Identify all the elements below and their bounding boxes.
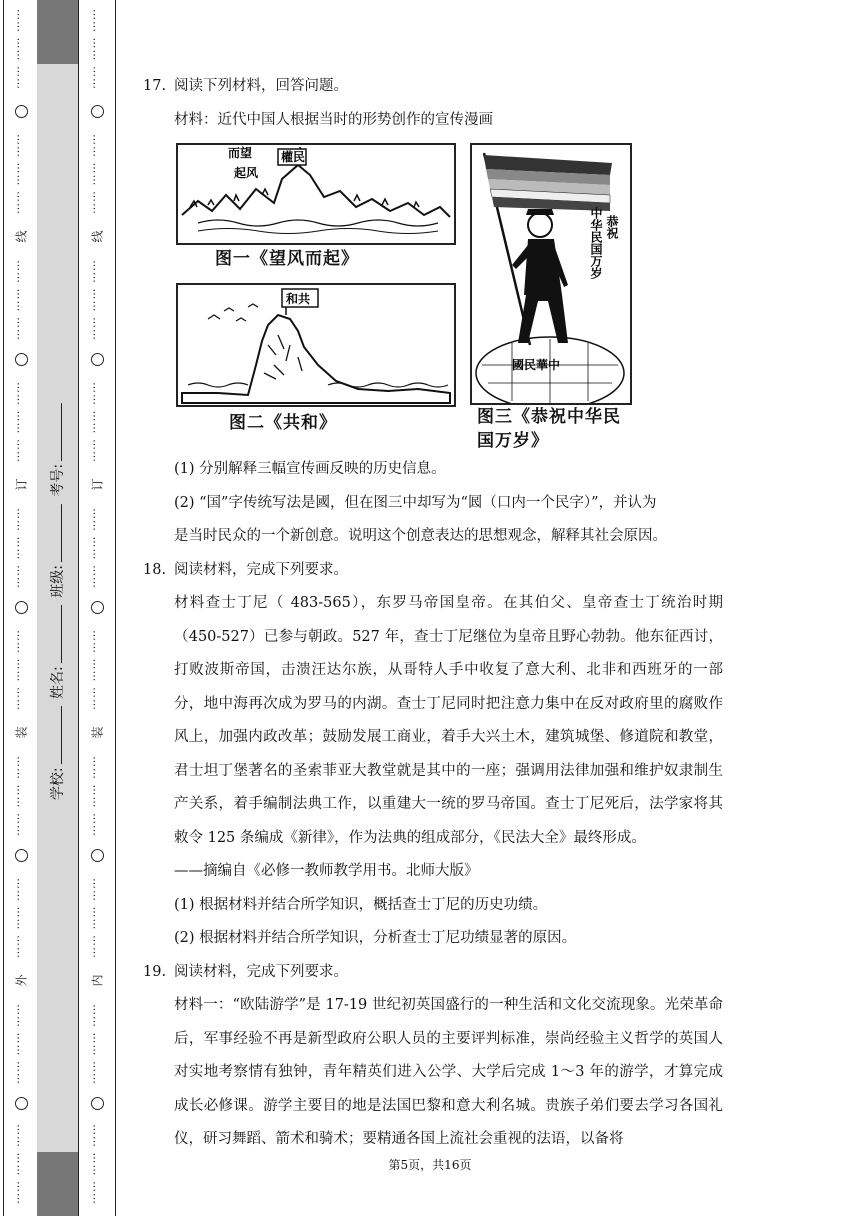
question-prompt: 阅读材料，完成下列要求。 (174, 561, 348, 578)
dotted-line: …… …… …… (14, 381, 28, 463)
seal-label-outside: 外 (14, 973, 29, 987)
dotted-line: …… …… …… (90, 1003, 104, 1085)
material-paragraph: 材料一：“欧陆游学”是 17-19 世纪初英国盛行的一种生活和文化交流现象。光荣革命后，军事经验不再是新型政府公职人员的主要评判标准，崇尚经验主义哲学的英国人对实地考察情有独钟，青年精英们进入公学、大学后完成 1～3 年的游学，才算完成成长必修课。游学主要目的地是法国巴黎和意大利名城。贵族子弟们要去学习各国礼仪，研习舞蹈、箭术和骑术；要精通各国上流社会重视的法语，以备将 (174, 997, 723, 1147)
binding-hole-icon (4, 352, 38, 366)
sub-question-17-1: (1) 分别解释三幅宣传画反映的历史信息。 (174, 461, 446, 477)
seal-label-line: 线 (90, 229, 105, 243)
cartoon-figure-1 (176, 143, 456, 245)
class-label: 班级: (50, 565, 66, 598)
seal-label-order: 订 (14, 477, 29, 491)
dotted-line: …… …… …… (14, 8, 28, 90)
material-line: 材料：近代中国人根据当时的形势创作的宣传漫画 (174, 111, 493, 128)
dotted-line: …… …… …… (90, 259, 104, 341)
school-blank[interactable] (61, 706, 62, 764)
question-17-header (143, 70, 723, 104)
seal-label-line: 线 (14, 229, 29, 243)
class-blank[interactable] (61, 504, 62, 562)
dotted-line: …… …… …… (14, 877, 28, 959)
figure-1-caption: 图一《望风而起》 (215, 249, 359, 269)
dotted-line: …… …… …… (90, 1123, 104, 1205)
dotted-line: …… …… …… (90, 877, 104, 959)
fig1-text-b: 起风 (234, 166, 259, 180)
propaganda-cartoons (143, 141, 723, 451)
inner-binding-strip (78, 0, 116, 1216)
sub-question-17-2-line2: 是当时民众的一个新创意。说明这个创意表达的思想观念，解释其社会原因。 (174, 528, 667, 544)
seal-label-order: 订 (90, 477, 105, 491)
question-19-header (143, 956, 723, 990)
binding-hole-icon (4, 600, 38, 614)
dotted-line: …… …… …… (90, 507, 104, 589)
dotted-line: …… …… …… (90, 8, 104, 90)
binding-hole-icon (4, 1096, 38, 1110)
question-prompt: 阅读材料，完成下列要求。 (174, 963, 348, 980)
fig1-flag-text: 權民 (281, 150, 306, 164)
dotted-line: …… …… …… (14, 259, 28, 341)
name-label: 姓名: (50, 666, 66, 699)
dotted-line: …… …… …… (90, 381, 104, 463)
student-info-fields (40, 360, 74, 840)
binding-hole-icon (79, 600, 115, 614)
question-prompt: 阅读下列材料，回答问题。 (174, 78, 348, 94)
dotted-line: …… …… …… (14, 629, 28, 711)
sub-question-17-2-line1: (2) “国”字传统写法是國，但在图三中却写为“囻（口内一个民字）”，并认为 (174, 494, 657, 511)
dotted-line: …… …… …… (90, 755, 104, 837)
school-label: 学校: (50, 767, 66, 801)
band-top-block (37, 0, 78, 64)
sub-question-18-2: (2) 根据材料并结合所学知识，分析查士丁尼功绩显著的原因。 (174, 930, 577, 946)
exam-no-label: 考号: (50, 463, 66, 497)
binding-hole-icon (4, 104, 38, 118)
fig2-flag-text: 和共 (286, 292, 311, 306)
fig3-text-b: 中华民国万岁 (589, 207, 603, 279)
name-blank[interactable] (61, 605, 62, 663)
binding-hole-icon (79, 104, 115, 118)
seal-label-bind: 装 (14, 725, 29, 739)
seal-label-bind: 装 (90, 725, 105, 739)
seal-label-inside: 内 (90, 973, 105, 987)
question-number: 17. (143, 78, 167, 94)
dotted-line: …… …… …… (90, 629, 104, 711)
dotted-line: …… …… …… (14, 1123, 28, 1205)
question-number: 19. (143, 963, 167, 980)
page-footer: 第5页，共16页 (388, 1158, 472, 1172)
question-18-header (143, 554, 723, 588)
exam-content (143, 70, 723, 1157)
binding-hole-icon (79, 848, 115, 862)
material-paragraph: 材料查士丁尼（ 483-565），东罗马帝国皇帝。在其伯父、皇帝查士丁统治时期（450-527）已参与朝政。527 年，查士丁尼继位为皇帝且野心勃勃。他东征西讨，打败波斯帝国，击溃汪达尔族，从哥特人手中收复了意大利、北非和西班牙的一部分，地中海再次成为罗马的内湖。查士丁尼同时把注意力集中在反对政府里的腐败作风上，加强内政改革；鼓励发展工商业，着手大兴土木，建筑城堡、修道院和教堂，君士坦丁堡著名的圣索菲亚大教堂就是其中的一座；强调用法律加强和维护奴隶制生产关系，着手编制法典工作，以重建大一统的罗马帝国。查士丁尼死后，法学家将其敕令 125 条编成《新律》，作为法典的组成部分，《民法大全》最终形成。 (174, 595, 723, 846)
dotted-line: …… …… …… (14, 755, 28, 837)
dotted-line: …… …… …… (90, 133, 104, 215)
fig3-globe-text: 國民華中 (512, 358, 561, 372)
cartoon-figure-2 (176, 283, 456, 407)
fig1-text-a: 而望 (228, 146, 253, 160)
fig3-text-a: 恭祝 (605, 215, 619, 239)
binding-hole-icon (79, 1096, 115, 1110)
binding-hole-icon (4, 848, 38, 862)
sub-question-18-1: (1) 根据材料并结合所学知识，概括查士丁尼的历史功绩。 (174, 896, 548, 913)
material-source: ——摘编自《必修一教师教学用书。北师大版》 (174, 863, 479, 879)
dotted-line: …… …… …… (14, 507, 28, 589)
dotted-line: …… …… …… (14, 1003, 28, 1085)
question-number: 18. (143, 561, 167, 578)
binding-hole-icon (79, 352, 115, 366)
dotted-line: …… …… …… (14, 133, 28, 215)
cartoon-figure-3 (470, 143, 632, 405)
exam-no-blank[interactable] (61, 403, 62, 461)
figure-2-caption: 图二《共和》 (229, 413, 337, 433)
outer-binding-strip (3, 0, 39, 1216)
figure-3-caption: 图三《恭祝中华民国万岁》 (477, 407, 621, 451)
